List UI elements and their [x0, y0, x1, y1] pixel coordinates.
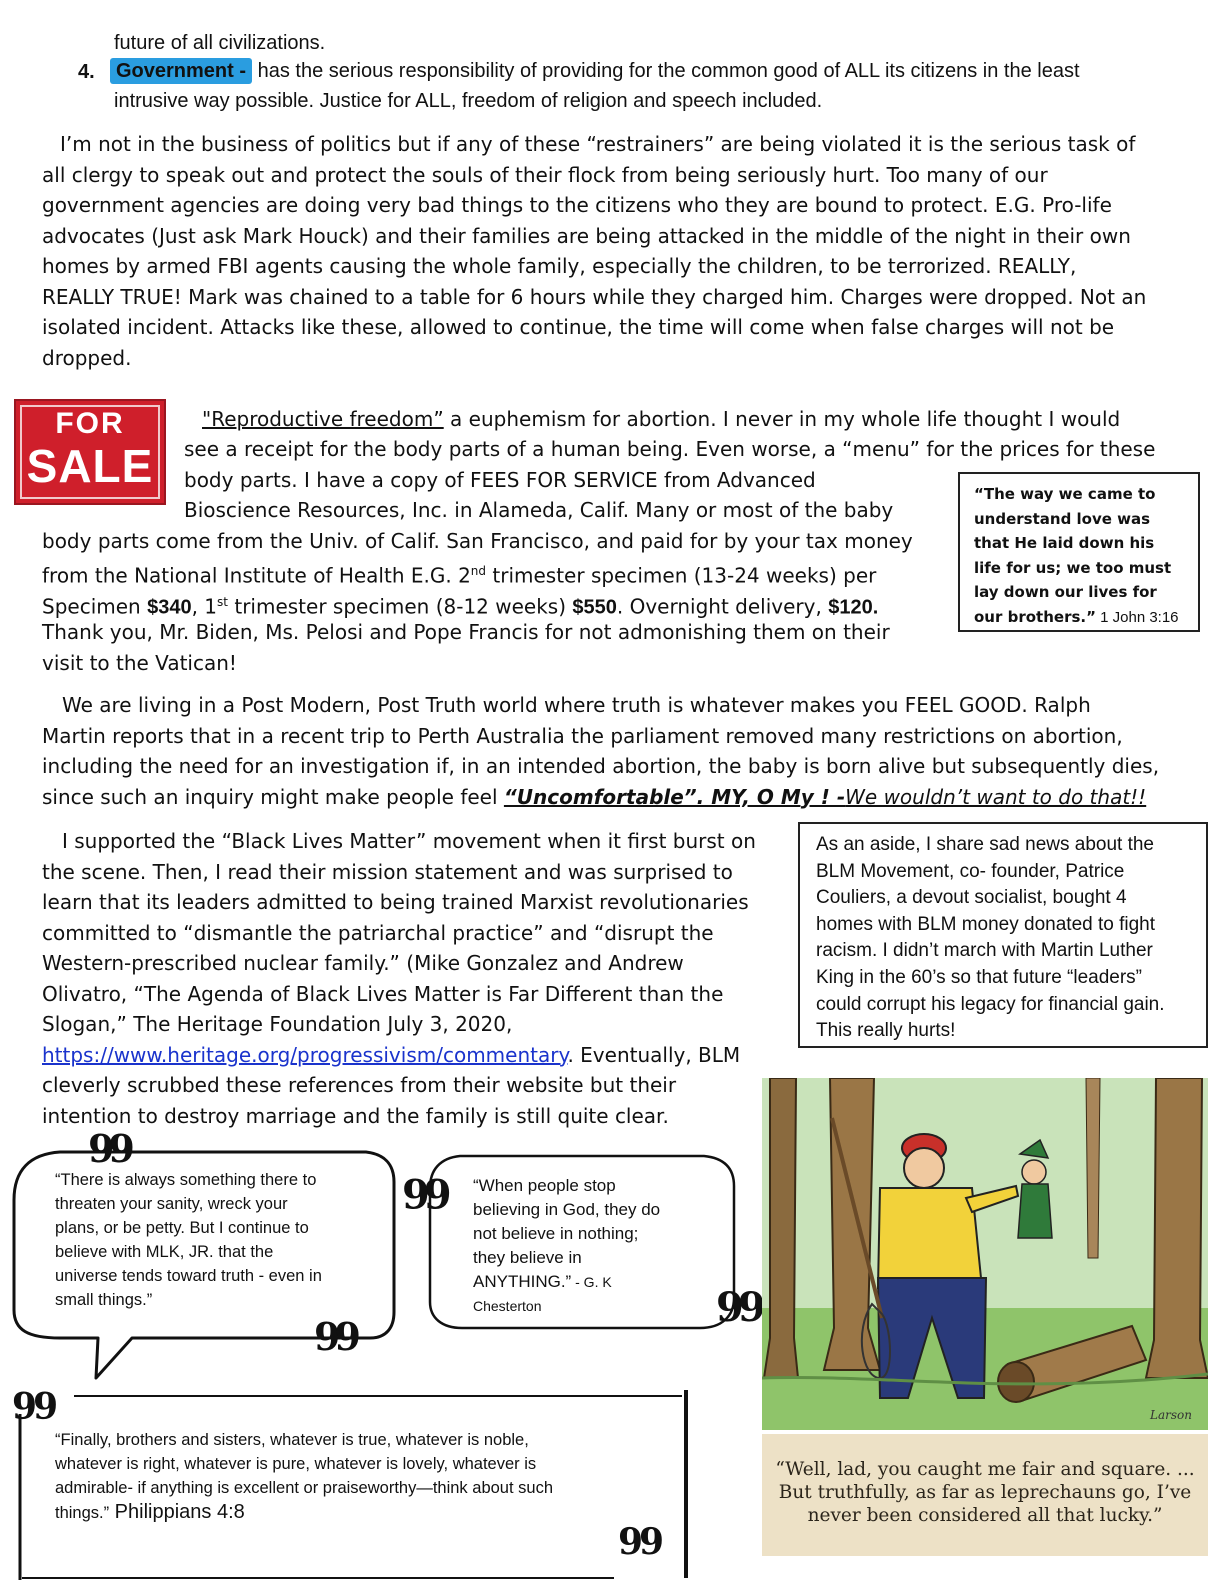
quote-close-icon: 99 [716, 1284, 760, 1331]
para4-text: . Eventually, BLM [567, 1042, 741, 1067]
john-line: understand love was [974, 509, 1151, 528]
para4-line: Slogan,” The Heritage Foundation July 3, 2020, [42, 1012, 513, 1036]
aside-line: King in the 60’s so that future “leaders” [816, 966, 1143, 988]
para2-line6 [42, 556, 876, 591]
aside-line: Couliers, a devout socialist, bought 4 [816, 887, 1127, 909]
quote2-line: not believe in nothing; [473, 1224, 639, 1243]
para2-line2: see a receipt for the body parts of a human being. Even worse, a “menu” for the prices for these [184, 437, 1156, 461]
para2-text: , 1 [191, 594, 218, 619]
leprechaun-cartoon [762, 1078, 1208, 1556]
para4-link-line [42, 1040, 782, 1071]
quote3-line: whatever is right, whatever is pure, whatever is lovely, whatever is [55, 1455, 537, 1473]
for-sale-line2: SALE [26, 440, 154, 492]
para1-line: dropped. [42, 345, 132, 370]
quote3-line: things.” [55, 1504, 110, 1522]
quote-close-icon: 99 [618, 1521, 661, 1563]
john-line: lay down our lives for [974, 583, 1157, 601]
aside-line: This really hurts! [816, 1020, 956, 1042]
john-line: life for us; we too must [974, 558, 1172, 577]
quote1-line: universe tends toward truth - even in [55, 1267, 322, 1285]
john-line: that He laid down his [974, 534, 1155, 552]
para2-text: Specimen [42, 594, 148, 619]
caption-line: never been considered all that lucky.” [807, 1505, 1163, 1526]
para2-line1 [202, 404, 1120, 435]
para1-line: isolated incident. Attacks like these, allowed to continue, the time will come when false charges will not be [42, 315, 1115, 339]
para2-line3: body parts. I have a copy of FEES FOR SERVICE from Advanced [184, 468, 816, 492]
blm-aside-box [798, 822, 1208, 1048]
quote-chesterton-bubble [473, 1174, 713, 1318]
quote1-line: small things.” [55, 1291, 153, 1309]
quote1-line: believe with MLK, JR. that the [55, 1243, 274, 1261]
philippians-reference: Philippians 4:8 [109, 1501, 245, 1523]
quote2-last-line [473, 1270, 713, 1294]
quote-philippians-box [55, 1428, 675, 1525]
para3-text: since such an inquiry might make people feel [42, 784, 504, 809]
quote1-line: threaten your sanity, wreck your [55, 1195, 288, 1213]
john-line: “The way we came to [974, 485, 1156, 503]
para2-line5: body parts come from the Univ. of Calif. San Francisco, and paid for by your tax money [42, 529, 913, 553]
quote1-line: plans, or be petty. But I continue to [55, 1219, 309, 1237]
john-last-line [974, 605, 1184, 631]
para3-line: We are living in a Post Modern, Post Truth world where truth is whatever makes you FEEL GOOD. Ralph [62, 693, 1091, 717]
superscript: st [217, 595, 228, 609]
quote-open-icon: 66 [408, 1169, 452, 1216]
quote1-line: “There is always something there to [55, 1171, 317, 1189]
quote2-line: ANYTHING.” [473, 1272, 572, 1291]
paragraph-post-truth [42, 690, 1202, 812]
para4-line: Olivatro, “The Agenda of Black Lives Matter is Far Different than the [42, 981, 724, 1006]
john-quote-box [958, 472, 1200, 632]
item-4-line [110, 60, 1080, 83]
cartoon-signature: Larson [1150, 1408, 1192, 1422]
para1-line: government agencies are doing very bad things to the citizens who they are bound to protect. E.G. Pro-life [42, 193, 1112, 217]
aside-line: could corrupt his legacy for financial gain. [816, 993, 1165, 1015]
quote3-line: admirable- if anything is excellent or praiseworthy—think about such [55, 1479, 553, 1497]
para2-line8: Thank you, Mr. Biden, Ms. Pelosi and Pope Francis for not admonishing them on their [42, 620, 890, 644]
quote2-attribution: Chesterton [473, 1298, 542, 1314]
para3-line: Martin reports that in a recent trip to Perth Australia the parliament removed many restrictions on abortion, [42, 723, 1123, 748]
price-second-trimester: $340 [147, 596, 192, 619]
aside-line: racism. I didn’t march with Martin Luther [816, 940, 1153, 962]
reproductive-freedom-term: "Reproductive freedom” [202, 407, 444, 431]
uncomfortable-emphasis: “Uncomfortable”. MY, O My ! - [503, 784, 846, 809]
para2-text: trimester specimen (8-12 weeks) [228, 594, 573, 619]
para4-line: the scene. Then, I read their mission statement and was surprised to [42, 859, 733, 884]
cartoon-illustration [762, 1078, 1208, 1430]
para1-line: I’m not in the business of politics but if any of these “restrainers” are being violated it is the serious task of [60, 132, 1136, 156]
item-number: 4. [78, 61, 95, 83]
para2-text: a euphemism for abortion. I never in my whole life thought I would [443, 407, 1121, 431]
paragraph-politics [42, 129, 1192, 373]
price-first-trimester: $550 [572, 596, 617, 619]
sarcasm-emphasis: We wouldn’t want to do that!! [845, 784, 1147, 809]
para1-line: REALLY TRUE! Mark was chained to a table for 6 hours while they charged him. Charges were dropped. Not an [42, 284, 1147, 309]
cartoon-caption [762, 1434, 1208, 1556]
para2-text: trimester specimen (13-24 weeks) per [486, 563, 877, 588]
quote2-line: “When people stop [473, 1176, 616, 1195]
para3-line: including the need for an investigation if, in an intended abortion, the baby is born alive but subsequently dies, [42, 754, 1160, 778]
para1-line: all clergy to speak out and protect the souls of their flock from being seriously hurt. Too many of our [42, 162, 1048, 187]
caption-line: “Well, lad, you caught me fair and square. ... [775, 1459, 1195, 1480]
item-4-text-1: has the serious responsibility of providing for the common good of ALL its citizens in the least [257, 60, 1080, 82]
quote2-line: they believe in [473, 1248, 582, 1267]
para4-line: intention to destroy marriage and the family is still quite clear. [42, 1103, 669, 1128]
quote-open-icon: 66 [94, 1125, 135, 1170]
para2-line4: Bioscience Resources, Inc. in Alameda, Calif. Many or most of the baby [184, 498, 894, 522]
aside-line: homes with BLM money donated to fight [816, 913, 1156, 935]
quote2-attribution: - G. K [571, 1274, 612, 1290]
caption-line: But truthfully, as far as leprechauns go, I’ve [778, 1482, 1192, 1503]
quote2-line: believing in God, they do [473, 1200, 661, 1219]
para4-line: Western-prescribed nuclear family.” (Mike Gonzalez and Andrew [42, 951, 684, 975]
paragraph-blm [42, 826, 782, 1131]
para1-line: homes by armed FBI agents causing the whole family, especially the children, to be terrorized. REALLY, [42, 254, 1077, 278]
quote-mlk-bubble [55, 1168, 385, 1312]
quote-close-icon: 99 [314, 1314, 355, 1359]
government-highlight: Government - [110, 58, 252, 84]
para2-text: . Overnight delivery, [616, 594, 829, 619]
for-sale-line1: FOR [55, 407, 125, 440]
item-4-text-2: intrusive way possible. Justice for ALL, freedom of religion and speech included. [114, 90, 823, 112]
para2-text: from the National Institute of Health E.G. 2 [42, 563, 471, 588]
para4-line: committed to “dismantle the patriarchal practice” and “disrupt the [42, 920, 714, 945]
item-4-section [0, 30, 1224, 120]
quote-open-icon: 66 [16, 1383, 59, 1425]
para4-line: I supported the “Black Lives Matter” movement when it first burst on [62, 829, 756, 853]
john-reference: 1 John 3:16 [1095, 608, 1179, 626]
para2-line9: visit to the Vatican! [42, 651, 237, 675]
para3-line [42, 782, 1202, 813]
aside-line: BLM Movement, co- founder, Patrice [816, 860, 1125, 882]
john-line: our brothers.” [974, 607, 1096, 626]
superscript: nd [470, 564, 487, 578]
para4-line: learn that its leaders admitted to being trained Marxist revolutionaries [42, 890, 749, 914]
para4-line: cleverly scrubbed these references from their website but their [42, 1073, 677, 1097]
continuation-text: future of all civilizations. [114, 32, 326, 54]
quote3-last-line [55, 1500, 675, 1525]
heritage-link[interactable]: https://www.heritage.org/progressivism/commentary [42, 1042, 568, 1067]
price-overnight: $120. [828, 596, 879, 619]
aside-line: As an aside, I share sad news about the [816, 834, 1154, 855]
para1-line: advocates (Just ask Mark Houck) and their families are being attacked in the middle of the night in their own [42, 223, 1131, 248]
quote3-line: “Finally, brothers and sisters, whatever is true, whatever is noble, [55, 1431, 529, 1449]
